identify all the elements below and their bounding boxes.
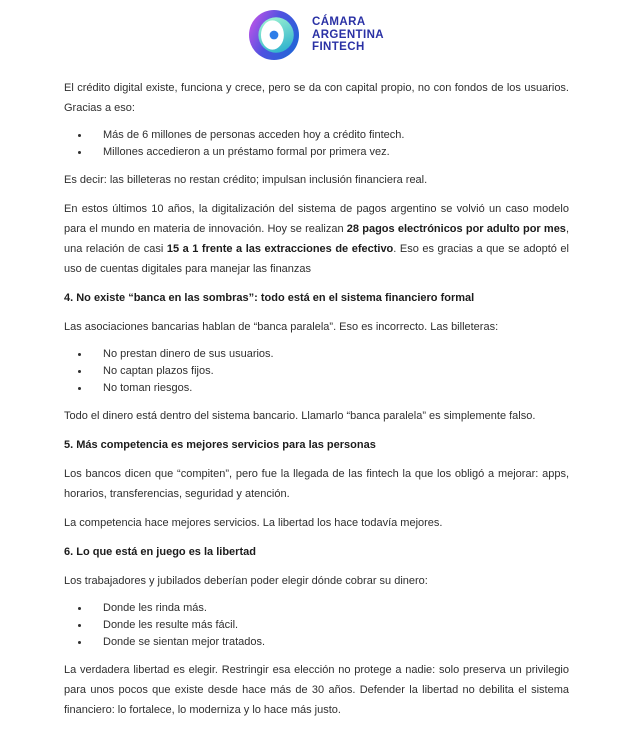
paragraph-segment: , una relación de casi: [64, 223, 569, 255]
logo: [64, 10, 569, 60]
list-item: • Donde les rinda más.: [90, 600, 569, 617]
paragraph-digitalizacion: [64, 199, 569, 279]
list-item: • Donde se sientan mejor tratados.: [90, 634, 569, 651]
logo-wordmark: [312, 16, 384, 54]
list-item: • Donde les resulte más fácil.: [90, 617, 569, 634]
paragraph-todo-el-dinero: Todo el dinero está dentro del sistema bancario. Llamarlo “banca paralela” es simplemente falso.: [64, 410, 536, 422]
bold-pagos-electronicos: 28 pagos electrónicos por adulto por mes: [346, 223, 566, 235]
section-heading-5: 5. Más competencia es mejores servicios para las personas: [64, 439, 376, 451]
paragraph-verdadera-libertad: La verdadera libertad es elegir. Restringir esa elección no protege a nadie: solo preserva un privilegio para unos pocos que existe desde hace más de 30 años. Defender la libertad no debilita el sistema financiero: lo fortalece, lo moderniza y lo hace más justo.: [64, 664, 569, 716]
section-heading-6: 6. Lo que está en juego es la libertad: [64, 546, 256, 558]
logo-wordmark-line3: FINTECH: [312, 41, 365, 54]
bullet-list-donde: [64, 600, 569, 651]
paragraph-es-decir: Es decir: las billeteras no restan crédito; impulsan inclusión financiera real.: [64, 174, 428, 186]
bold-extracciones: 15 a 1 frente a las extracciones de efectivo: [166, 243, 394, 255]
camara-fintech-logo-icon: [249, 10, 299, 60]
list-item: • Más de 6 millones de personas acceden hoy a crédito fintech.: [90, 127, 569, 144]
paragraph-credito-digital: El crédito digital existe, funciona y crece, pero se da con capital propio, no con fondos de los usuarios. Gracias a eso:: [64, 82, 569, 114]
list-item: • Millones accedieron a un préstamo formal por primera vez.: [90, 144, 569, 161]
bullet-list-billeteras: [64, 346, 569, 397]
paragraph-segment: . Eso es gracias a que se adoptó el uso de cuentas digitales para manejar las finanzas: [64, 243, 569, 275]
paragraph-bancos-compiten: Los bancos dicen que “compiten”, pero fue la llegada de las fintech la que los obligó a mejorar: apps, horarios, transferencias, seguridad y atención.: [64, 468, 569, 500]
list-item: • No captan plazos fijos.: [90, 363, 569, 380]
logo-wordmark-line1: CÁMARA: [312, 16, 366, 29]
bullet-list-credito: [64, 127, 569, 161]
list-item: • No prestan dinero de sus usuarios.: [90, 346, 569, 363]
paragraph-competencia: La competencia hace mejores servicios. La libertad los hace todavía mejores.: [64, 517, 443, 529]
logo-wordmark-line2: ARGENTINA: [312, 28, 384, 41]
document-body: [64, 78, 569, 720]
paragraph-asociaciones: Las asociaciones bancarias hablan de “banca paralela”. Eso es incorrecto. Las billeteras:: [64, 321, 499, 333]
section-heading-4: 4. No existe “banca en las sombras”: todo está en el sistema financiero formal: [64, 292, 475, 304]
paragraph-trabajadores: Los trabajadores y jubilados deberían poder elegir dónde cobrar su dinero:: [64, 575, 428, 587]
paragraph-segment: En estos últimos 10 años, la digitalización del sistema de pagos argentino se volvió un caso modelo para el mundo en materia de innovación. Hoy se realizan: [64, 203, 569, 235]
list-item: • No toman riesgos.: [90, 380, 569, 397]
